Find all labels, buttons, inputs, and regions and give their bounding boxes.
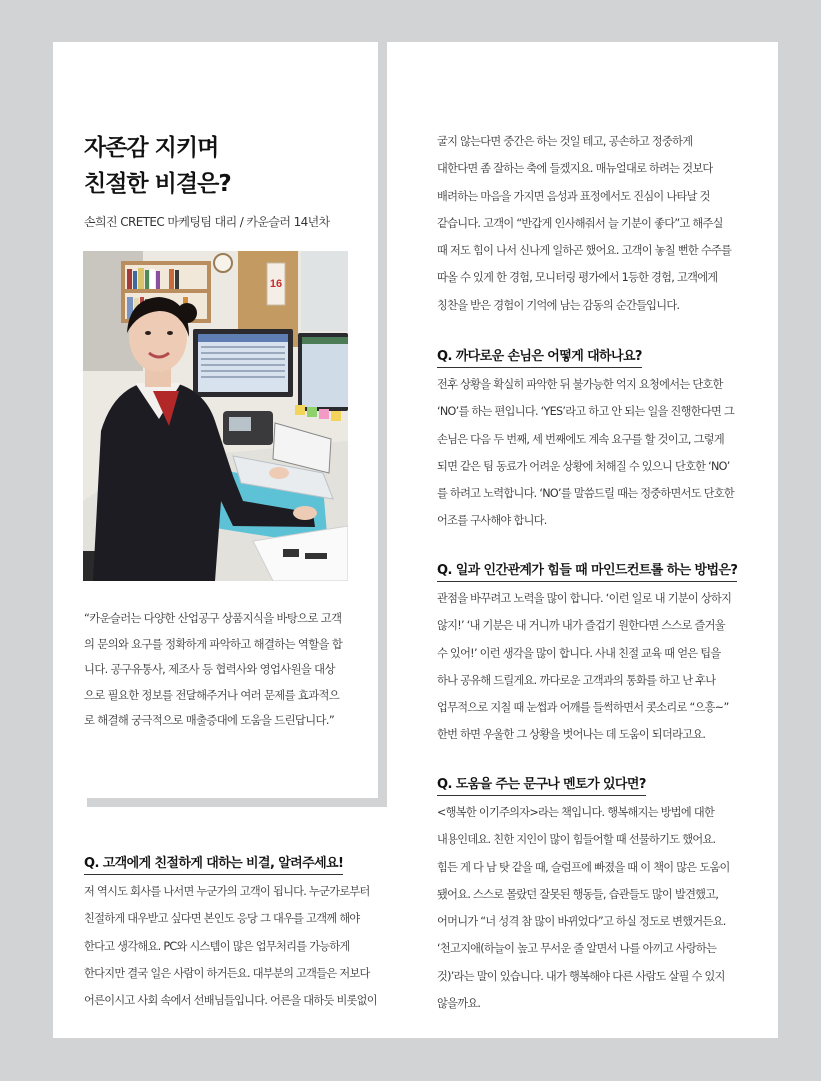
pull-quote bbox=[84, 606, 352, 734]
answer-line: 를 하려고 노력합니다. ‘NO’를 말씀드릴 때는 정중하면서도 단호한 bbox=[437, 487, 735, 501]
answer-line: 힘든 게 다 남 탓 같을 때, 슬럼프에 빠졌을 때 이 책이 많은 도움이 bbox=[437, 860, 730, 874]
qa-section-1 bbox=[84, 852, 404, 1014]
answer-line: 때 저도 힘이 나서 신나게 일하곤 했어요. 고객이 놓칠 뻔한 수주를 bbox=[437, 244, 732, 258]
answer-line: 되면 같은 팀 동료가 어려운 상황에 처해질 수 있으니 단호한 ‘NO’ bbox=[437, 459, 730, 473]
author-byline: 손희진 CRETEC 마케팅팀 대리 / 카운슬러 14년차 bbox=[84, 215, 330, 229]
answer-line: 한다고 생각해요. PC와 시스템이 많은 업무처리를 가능하게 bbox=[84, 939, 350, 953]
portrait-photo bbox=[83, 251, 348, 581]
answer-line: 저 역시도 회사를 나서면 누군가의 고객이 됩니다. 누군가로부터 bbox=[84, 885, 370, 898]
title-line-2: 친절한 비결은? bbox=[84, 171, 231, 197]
answer-line: 어머니가 “너 성격 참 많이 바뀌었다”고 하실 정도로 변했거든요. bbox=[437, 915, 726, 929]
answer-line: ‘천고지애(하늘이 높고 무서운 줄 알면서 나를 아끼고 사랑하는 bbox=[437, 942, 717, 956]
title-line-1: 자존감 지키며 bbox=[84, 135, 219, 161]
qa-section-3 bbox=[437, 559, 767, 749]
answer-line: 따올 수 있게 한 경험, 모니터링 평가에서 1등한 경험, 고객에게 bbox=[437, 271, 718, 285]
answer-line: 굴지 않는다면 중간은 하는 것일 테고, 공손하고 정중하게 bbox=[437, 135, 693, 148]
column-divider-vertical bbox=[378, 42, 387, 807]
answer-line: 않지!’ ‘내 기분은 내 거니까 내가 즐겁기 원한다면 스스로 즐거울 bbox=[437, 619, 725, 633]
answer-line: 하나 공유해 드릴게요. 까다로운 고객과의 통화를 하고 난 후나 bbox=[437, 673, 716, 687]
answer-line: 업무적으로 지칠 때 눈썹과 어깨를 들썩하면서 콧소리로 “으흥~” bbox=[437, 701, 729, 715]
answer-line: 관점을 바꾸려고 노력을 많이 합니다. ‘이런 일로 내 기분이 상하지 bbox=[437, 592, 732, 605]
answer-line: 됐어요. 스스로 몰랐던 잘못된 행동들, 습관들도 많이 발견했고, bbox=[437, 887, 719, 901]
quote-line: 로 해결해 궁극적으로 매출증대에 도움을 드린답니다.” bbox=[84, 714, 335, 727]
quote-line: “카운슬러는 다양한 산업공구 상품지식을 바탕으로 고객 bbox=[84, 612, 342, 625]
answer-continuation bbox=[437, 128, 767, 319]
qa-section-4 bbox=[437, 773, 767, 1017]
answer-line: 한번 하면 우울한 그 상황을 벗어나는 데 도움이 되더라고요. bbox=[437, 728, 706, 742]
answer-line: 어른이시고 사회 속에서 선배님들입니다. 어른을 대하듯 비롯없이 bbox=[84, 994, 377, 1008]
answer-line: 어조를 구사해야 합니다. bbox=[437, 514, 547, 528]
question-heading: Q. 까다로운 손님은 어떻게 대하나요? bbox=[437, 348, 642, 368]
answer-line: <행복한 이기주의자>라는 책입니다. 행복해지는 방법에 대한 bbox=[437, 806, 715, 819]
answer-line: 손님은 다음 두 번째, 세 번째에도 계속 요구를 할 것이고, 그렇게 bbox=[437, 432, 724, 446]
answer-line: 내용인데요. 친한 지인이 많이 힘들어할 때 선물하기도 했어요. bbox=[437, 833, 716, 847]
article-title bbox=[84, 130, 364, 202]
qa-section-2 bbox=[437, 345, 767, 535]
answer-text bbox=[437, 371, 767, 535]
answer-line: 칭찬을 받은 경험이 기억에 남는 감동의 순간들입니다. bbox=[437, 298, 680, 312]
quote-line: 의 문의와 요구를 정확하게 파악하고 해결하는 역할을 합 bbox=[84, 637, 343, 651]
answer-line: 같습니다. 고객이 “반갑게 인사해줘서 늘 기분이 좋다”고 해주실 bbox=[437, 216, 723, 230]
answer-line: 것)’라는 말이 있습니다. 내가 행복해야 다른 사람도 살필 수 있지 bbox=[437, 969, 725, 983]
office-scene bbox=[83, 251, 348, 581]
quote-line: 으로 필요한 정보를 전달해주거나 여러 문제를 효과적으 bbox=[84, 688, 340, 702]
calendar-number: 16 bbox=[269, 278, 283, 290]
question-heading: Q. 일과 인간관계가 힘들 때 마인드컨트롤 하는 방법은? bbox=[437, 562, 737, 582]
answer-line: 한다지만 결국 일은 사람이 하거든요. 대부분의 고객들은 저보다 bbox=[84, 966, 370, 980]
quote-line: 니다. 공구유통사, 제조사 등 협력사와 영업사원을 대상 bbox=[84, 663, 335, 676]
answer-line: 대한다면 좀 잘하는 축에 들겠지요. 매뉴얼대로 하려는 것보다 bbox=[437, 162, 713, 176]
answer-text bbox=[84, 878, 404, 1014]
answer-line: 전후 상황을 확실히 파악한 뒤 불가능한 억지 요청에서는 단호한 bbox=[437, 378, 723, 391]
wall-clock bbox=[214, 254, 232, 272]
answer-text bbox=[437, 585, 767, 749]
question-heading: Q. 고객에게 친절하게 대하는 비결, 알려주세요! bbox=[84, 855, 343, 875]
answer-text bbox=[437, 799, 767, 1017]
answer-line: 수 있어!’ 이런 생각을 많이 합니다. 사내 친절 교육 때 얻은 팁을 bbox=[437, 646, 721, 660]
answer-line: 않을까요. bbox=[437, 997, 481, 1011]
answer-line: ‘NO’를 하는 편입니다. ‘YES’라고 하고 안 되는 일을 진행한다면 그 bbox=[437, 405, 735, 419]
answer-line: 친절하게 대우받고 싶다면 본인도 응당 그 대우를 고객께 해야 bbox=[84, 912, 360, 926]
column-divider-horizontal bbox=[87, 798, 387, 807]
question-heading: Q. 도움을 주는 문구나 멘토가 있다면? bbox=[437, 776, 646, 796]
answer-line: 배려하는 마음을 가지면 음성과 표정에서도 진심이 나타날 것 bbox=[437, 189, 710, 203]
